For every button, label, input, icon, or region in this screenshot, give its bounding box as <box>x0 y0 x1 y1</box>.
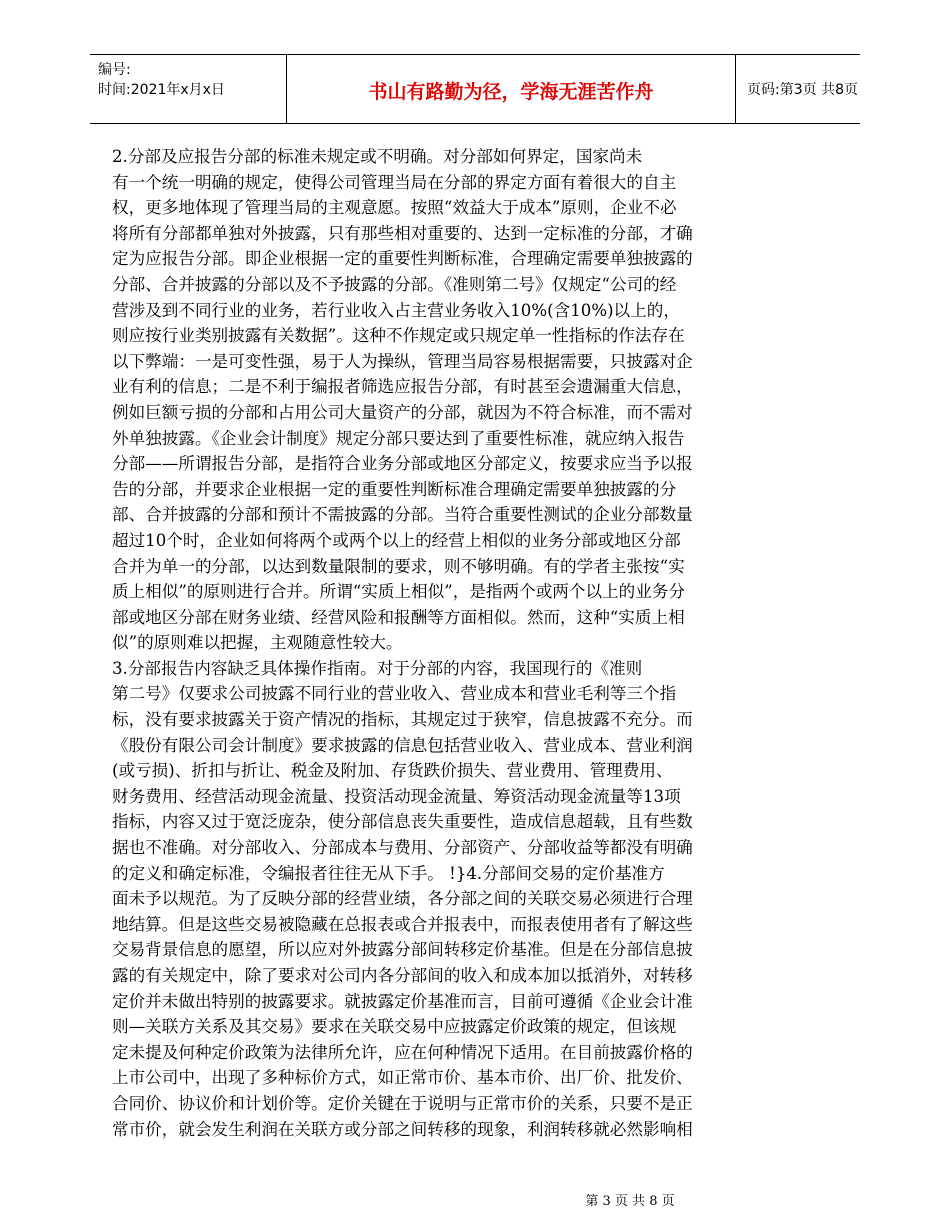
body-text-line: 分部、合并披露的分部以及不予披露的分部。《准则第二号》仅规定“公司的经 <box>112 274 677 294</box>
footer-page-number: 第 3 页 共 8 页 <box>585 1194 675 1209</box>
document-time-label: 时间:2021年x月x日 <box>98 82 225 98</box>
body-text-line: 将所有分部都单独对外披露，只有那些相对重要的、达到一定标准的分部，才确 <box>112 223 693 243</box>
page-header <box>90 54 860 124</box>
body-text-line: 质上相似”的原则进行合并。所谓“实质上相似”，是指两个或两个以上的业务分 <box>112 582 686 602</box>
document-body <box>112 144 768 1142</box>
body-text-line: 外单独披露。《企业会计制度》规定分部只要达到了重要性标准，就应纳入报告 <box>112 428 685 448</box>
header-motto: 书山有路勤为径，学海无涯苦作舟 <box>368 81 654 103</box>
header-page-number: 页码:第3页 共8页 <box>747 82 858 98</box>
body-text-line: 2.分部及应报告分部的标准未规定或不明确。对分部如何界定，国家尚未 <box>112 147 643 166</box>
body-text-line: 合并为单一的分部，以达到数量限制的要求，则不够明确。有的学者主张按“实 <box>112 556 685 576</box>
body-text-line: 的定义和确定标准，令编报者往往无从下手。 !}4.分部间交易的定价基准方 <box>112 863 665 883</box>
header-page-cell <box>735 55 860 123</box>
body-text-line: 3.分部报告内容缺乏具体操作指南。对于分部的内容，我国现行的《准则 <box>112 658 643 678</box>
document-number-label: 编号: <box>98 62 131 78</box>
body-text-line: 合同价、协议价和计划价等。定价关键在于说明与正常市价的关系，只要不是正 <box>112 1093 693 1113</box>
body-text-line: 第二号》仅要求公司披露不同行业的营业收入、营业成本和营业毛利等三个指 <box>112 684 677 704</box>
body-text-line: 部、合并披露的分部和预计不需披露的分部。当符合重要性测试的企业分部数量 <box>112 505 693 525</box>
header-meta-cell <box>90 55 286 123</box>
body-text-line: 告的分部，并要求企业根据一定的重要性判断标准合理确定需要单独披露的分 <box>112 479 677 499</box>
body-text-line: 则—关联方关系及其交易》要求在关联交易中应披露定价政策的规定，但该规 <box>112 1017 677 1037</box>
body-text-line: 交易背景信息的愿望，所以应对外披露分部间转移定价基准。但是在分部信息披 <box>112 940 693 960</box>
body-text-line: 超过10个时，企业如何将两个或两个以上的经营上相似的业务分部或地区分部 <box>112 530 681 550</box>
body-text-line: 面未予以规范。为了反映分部的经营业绩，各分部之间的关联交易必须进行合理 <box>112 889 693 909</box>
body-text-line: 露的有关规定中，除了要求对公司内各分部间的收入和成本加以抵消外，对转移 <box>112 966 693 985</box>
body-text-line: 据也不准确。对分部收入、分部成本与费用、分部资产、分部收益等都没有明确 <box>112 838 693 858</box>
body-text-line: 以下弊端：一是可变性强，易于人为操纵，管理当局容易根据需要，只披露对企 <box>112 351 693 371</box>
body-text-line: 分部——所谓报告分部，是指符合业务分部或地区分部定义，按要求应当予以报 <box>112 454 693 474</box>
body-text-line: 营涉及到不同行业的业务，若行业收入占主营业务收入10%(含10%)以上的， <box>112 300 680 320</box>
page-footer <box>0 1190 950 1209</box>
body-text-line: 定价并未做出特别的披露要求。就披露定价基准而言，目前可遵循《企业会计准 <box>112 991 693 1011</box>
body-text-line: 指标，内容又过于宽泛庞杂，使分部信息丧失重要性，造成信息超载，且有些数 <box>112 812 693 832</box>
body-text-line: 部或地区分部在财务业绩、经营风险和报酬等方面相似。然而，这种“实质上相 <box>112 607 685 627</box>
body-text-line: (或亏损)、折扣与折让、税金及附加、存货跌价损失、营业费用、管理费用、 <box>112 761 673 781</box>
body-text-line: 标，没有要求披露关于资产情况的指标，其规定过于狭窄，信息披露不充分。而 <box>112 710 693 730</box>
header-motto-cell <box>286 55 736 123</box>
body-text-line: 《股份有限公司会计制度》要求披露的信息包括营业收入、营业成本、营业利润 <box>112 735 693 755</box>
body-text-line: 常市价，就会发生利润在关联方或分部之间转移的现象，利润转移就必然影响相 <box>112 1119 693 1139</box>
body-text-line: 有一个统一明确的规定，使得公司管理当局在分部的界定方面有着很大的自主 <box>112 172 677 192</box>
body-text-line: 定未提及何种定价政策为法律所允许，应在何种情况下适用。在目前披露价格的 <box>112 1042 693 1062</box>
body-text-line: 上市公司中，出现了多种标价方式，如正常市价、基本市价、出厂价、批发价、 <box>112 1068 693 1088</box>
body-text-line: 则应按行业类别披露有关数据”。这种不作规定或只规定单一性指标的作法存在 <box>112 326 685 346</box>
body-text-line: 业有利的信息；二是不利于编报者筛选应报告分部，有时甚至会遗漏重大信息， <box>112 377 693 397</box>
body-text-line: 例如巨额亏损的分部和占用公司大量资产的分部，就因为不符合标准，而不需对 <box>112 402 693 422</box>
body-text-line: 财务费用、经营活动现金流量、投资活动现金流量、筹资活动现金流量等13项 <box>112 786 681 806</box>
body-text-line: 定为应报告分部。即企业根据一定的重要性判断标准，合理确定需要单独披露的 <box>112 249 693 269</box>
body-text-line: 似”的原则难以把握，主观随意性较大。 <box>112 633 403 653</box>
body-text-line: 地结算。但是这些交易被隐藏在总报表或合并报表中，而报表使用者有了解这些 <box>112 914 693 934</box>
body-text-line: 权，更多地体现了管理当局的主观意愿。按照“效益大于成本”原则，企业不必 <box>112 198 677 218</box>
